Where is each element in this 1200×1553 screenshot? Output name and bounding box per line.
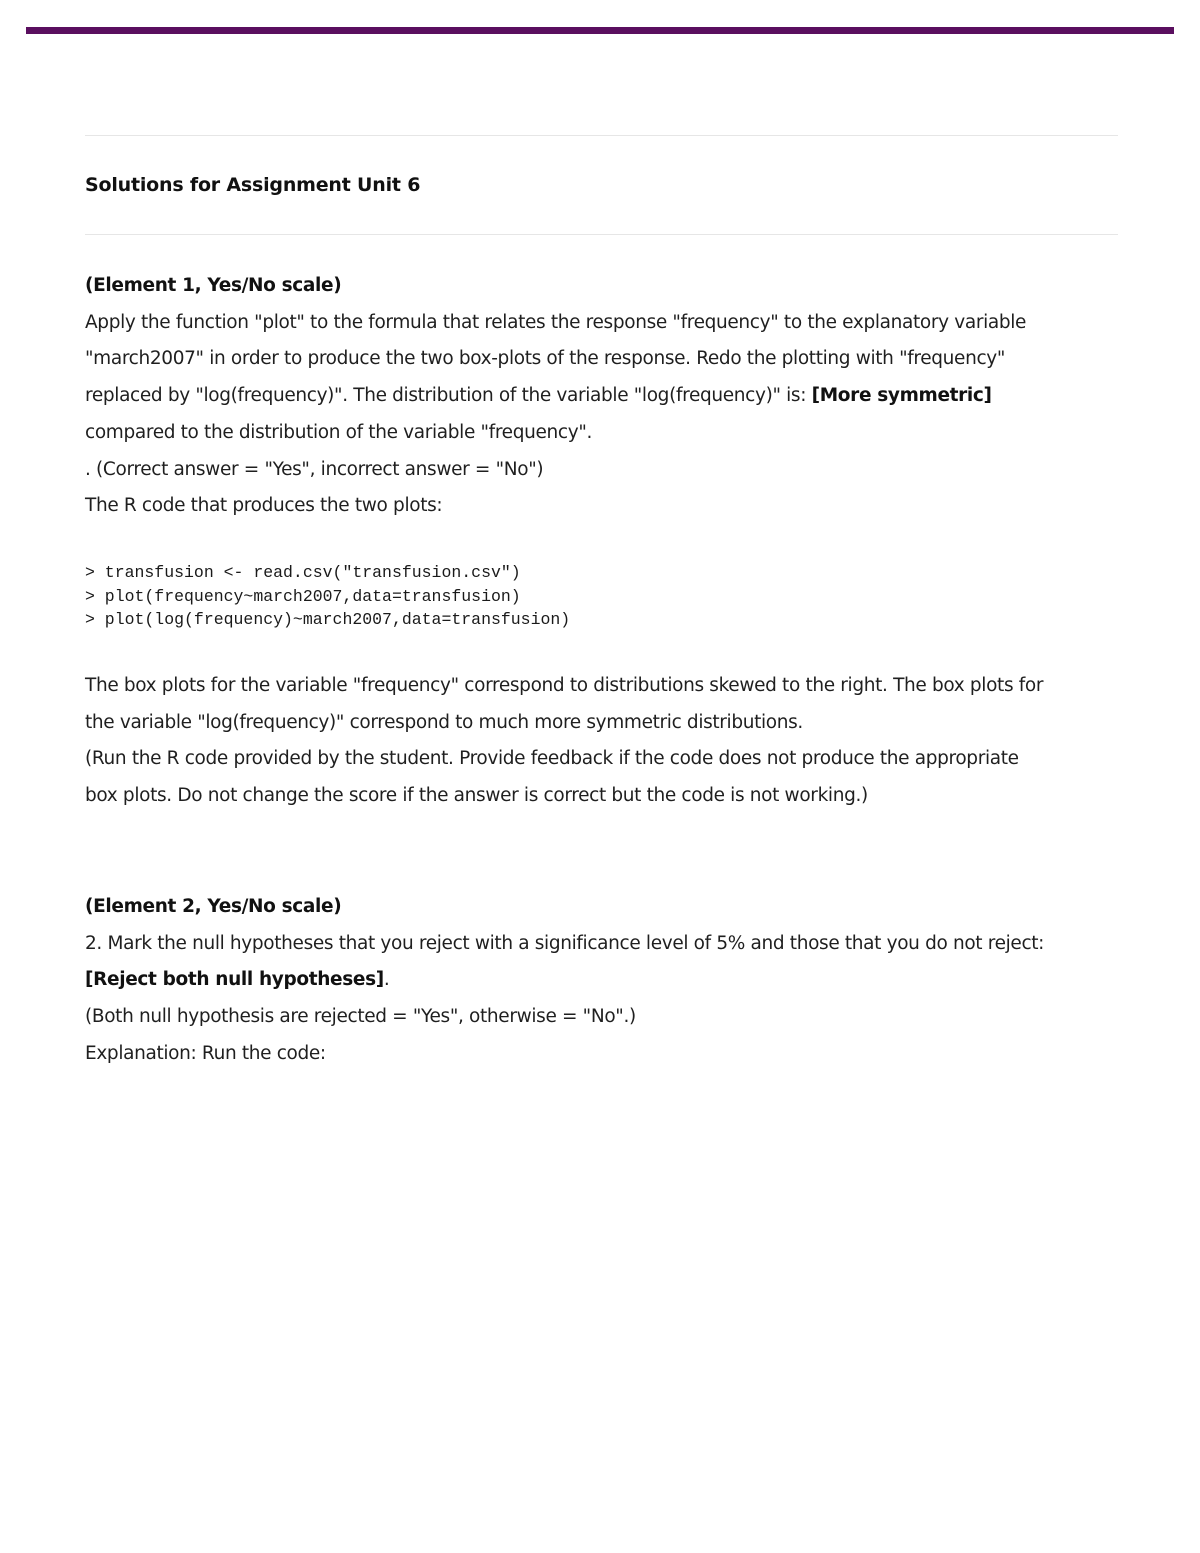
code-line: > plot(log(frequency)~march2007,data=transfusion) [85,610,571,629]
page-title: Solutions for Assignment Unit 6 [85,174,421,196]
code-line: > transfusion <- read.csv("transfusion.csv") [85,563,521,582]
explanation-line-1: The box plots for the variable "frequency" correspond to distributions skewed to the right. The box plots for [85,675,1044,696]
element-1-line-6: The R code that produces the two plots: [85,495,443,517]
explanation-line-4: box plots. Do not change the score if the answer is correct but the code is not working.) [85,785,868,807]
element-2-line-1: 2. Mark the null hypotheses that you reject with a significance level of 5% and those that you do not reject: [85,932,1045,954]
element-1-answer: [More symmetric] [811,385,992,407]
element-1-line-5: . (Correct answer = "Yes", incorrect answer = "No") [85,458,544,480]
explanation-line-3: (Run the R code provided by the student. Provide feedback if the code does not produce the appropriate [85,748,1019,770]
element-1-heading: (Element 1, Yes/No scale) [85,275,342,296]
element-1-explanation [85,668,1118,815]
top-accent-bar [26,27,1174,34]
r-code-block [85,561,1118,632]
divider-top [85,135,1118,136]
element-2-heading: (Element 2, Yes/No scale) [85,896,342,917]
element-2-line-3: (Both null hypothesis are rejected = "Yes", otherwise = "No".) [85,1006,636,1028]
element-2-section [85,889,1118,1073]
element-1-section [85,268,1118,525]
element-1-line-4: compared to the distribution of the variable "frequency". [85,421,593,443]
code-line: > plot(frequency~march2007,data=transfusion) [85,586,521,606]
divider-bottom [85,234,1118,235]
element-1-line-1: Apply the function "plot" to the formula that relates the response "frequency" to the explanatory variable [85,311,1027,333]
element-2-answer: [Reject both null hypotheses] [85,969,384,991]
element-1-line-2: "march2007" in order to produce the two box-plots of the response. Redo the plotting with "frequency" [85,348,1006,370]
element-2-line-4: Explanation: Run the code: [85,1042,326,1064]
element-2-line-2 [85,962,1118,999]
explanation-line-2: the variable "log(frequency)" correspond to much more symmetric distributions. [85,711,803,733]
element-1-line-3 [85,378,1118,415]
element-2-answer-suffix: . [383,969,390,991]
element-1-line-3-text: replaced by "log(frequency)". The distribution of the variable "log(frequency)" is: [85,385,812,407]
